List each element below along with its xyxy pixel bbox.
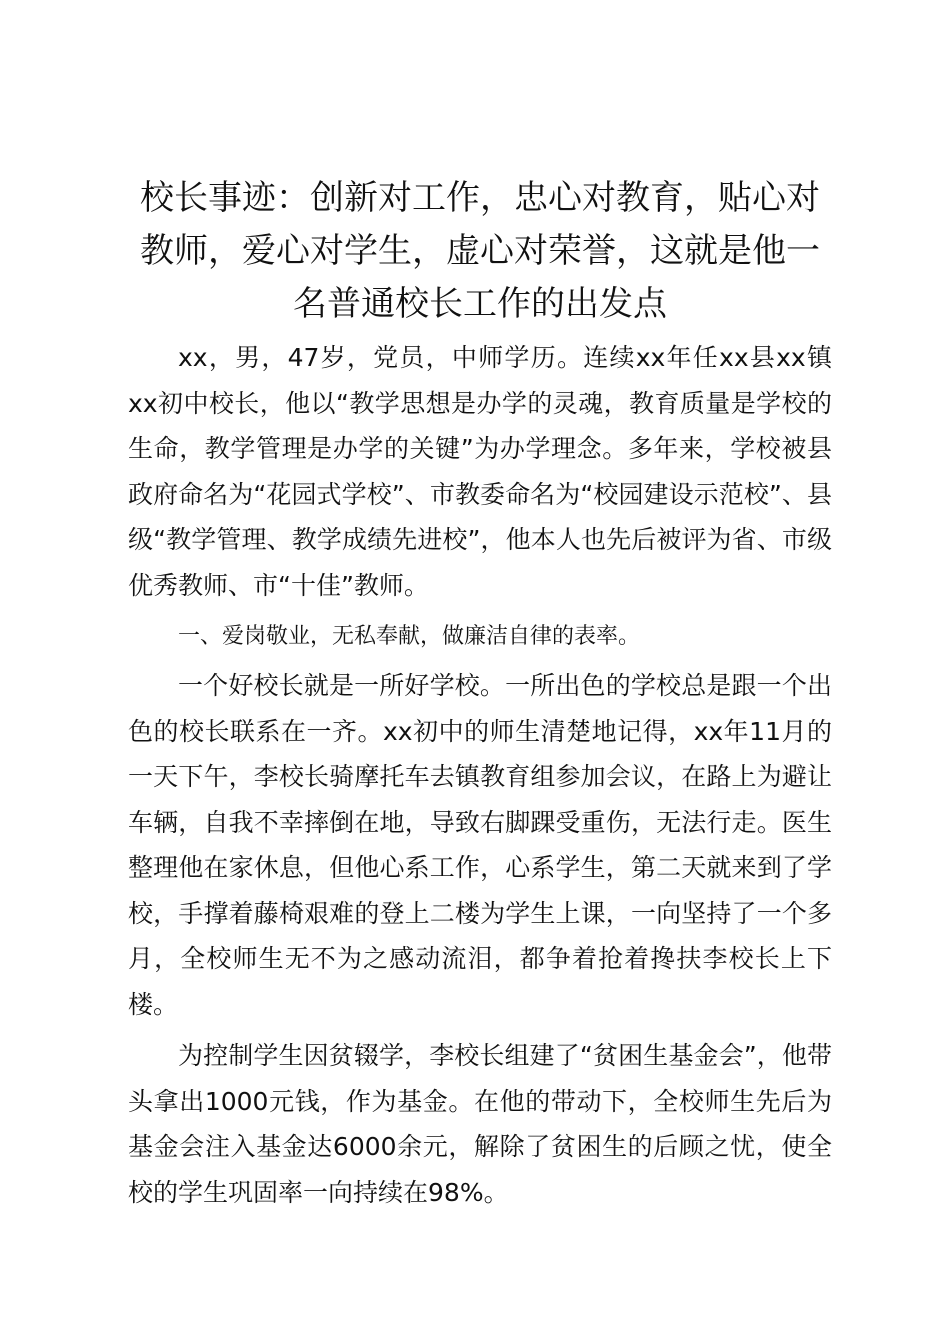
section-heading: 一、爱岗敬业，无私奉献，做廉洁自律的表率。 (178, 624, 641, 649)
body-paragraph: 一个好校长就是一所好学校。一所出色的学校总是跟一个出色的校长联系在一齐。xx初中的师生清楚地记得，xx年11月的一天下午，李校长骑摩托车去镇教育组参加会议，在路上为避让车辆，自我不幸摔倒在地，导致右脚踝受重伤，无法行走。医生整理他在家休息，但他心系工作，心系学生，第二天就来到了学校，手撑着藤椅艰难的登上二楼为学生上课，一向坚持了一个多月，全校师生无不为之感动流泪，都争着抢着搀扶李校长上下楼。 (128, 671, 832, 1019)
body-paragraph: 为控制学生因贫辍学，李校长组建了“贫困生基金会”，他带头拿出1000元钱，作为基金。在他的带动下，全校师生先后为基金会注入基金达6000余元，解除了贫困生的后顾之忧，使全校的学生巩固率一向持续在98%。 (128, 1041, 832, 1207)
document-page (128, 172, 832, 1221)
intro-paragraph: xx，男，47岁，党员，中师学历。连续xx年任xx县xx镇xx初中校长，他以“教学思想是办学的灵魂，教育质量是学校的生命，教学管理是办学的关键”为办学理念。多年来，学校被县政府命名为“花园式学校”、市教委命名为“校园建设示范校”、县级“教学管理、教学成绩先进校”，他本人也先后被评为省、市级优秀教师、市“十佳”教师。 (128, 343, 832, 600)
document-title: 校长事迹：创新对工作，忠心对教育，贴心对教师，爱心对学生，虚心对荣誉，这就是他一名普通校长工作的出发点 (140, 178, 820, 324)
